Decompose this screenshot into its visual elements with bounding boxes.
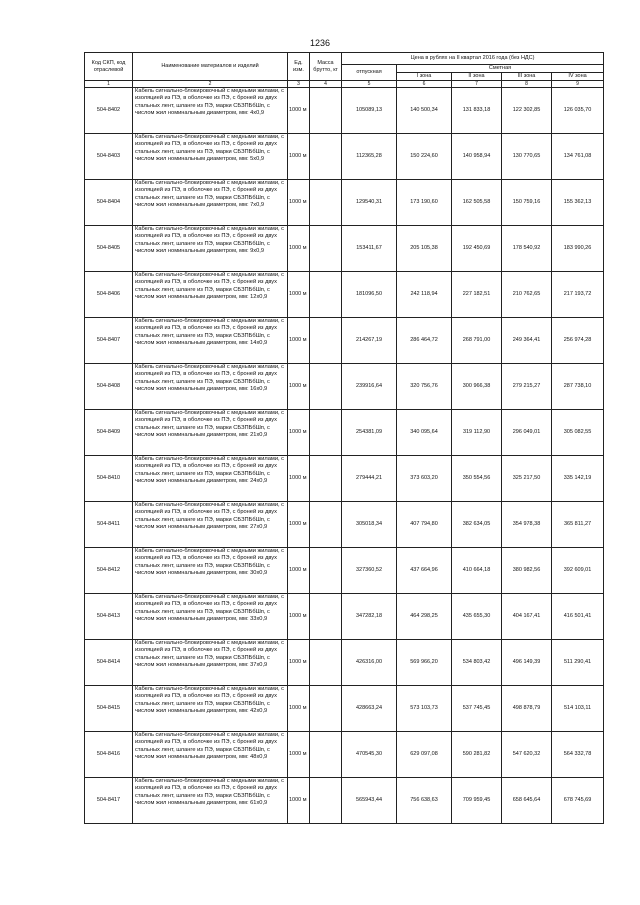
item-name: Кабель сигнально-блокировочный с медными жилами, с изоляцией из ПЭ, в оболочке из ПЭ, с броней из двух стальных лент, шланге из ПЭ, марки СБЗПБбШп, с числом жил номинальным диаметром, мм: 37х0,9	[133, 640, 288, 686]
zone2-price: 350 554,56	[452, 456, 502, 502]
release-price: 428663,24	[342, 686, 397, 732]
item-code: 504-8403	[85, 134, 133, 180]
table-row	[85, 778, 604, 824]
header-code: Код СКП, код отраслевой	[85, 53, 133, 81]
item-code: 504-8404	[85, 180, 133, 226]
table-row	[85, 502, 604, 548]
item-mass	[310, 594, 342, 640]
table-row	[85, 134, 604, 180]
release-price: 426316,00	[342, 640, 397, 686]
header-estimate: Сметная	[397, 65, 604, 73]
item-name: Кабель сигнально-блокировочный с медными жилами, с изоляцией из ПЭ, в оболочке из ПЭ, с броней из двух стальных лент, шланге из ПЭ, марки СБЗПБбШп, с числом жил номинальным диаметром, мм: 5х0,9	[133, 134, 288, 180]
item-name: Кабель сигнально-блокировочный с медными жилами, с изоляцией из ПЭ, в оболочке из ПЭ, с броней из двух стальных лент, шланге из ПЭ, марки СБЗПБбШп, с числом жил номинальным диаметром, мм: 27х0,9	[133, 502, 288, 548]
item-name: Кабель сигнально-блокировочный с медными жилами, с изоляцией из ПЭ, в оболочке из ПЭ, с броней из двух стальных лент, шланге из ПЭ, марки СБЗПБбШп, с числом жил номинальным диаметром, мм: 14х0,9	[133, 318, 288, 364]
zone2-price: 709 959,45	[452, 778, 502, 824]
item-name: Кабель сигнально-блокировочный с медными жилами, с изоляцией из ПЭ, в оболочке из ПЭ, с броней из двух стальных лент, шланге из ПЭ, марки СБЗПБбШп, с числом жил номинальным диаметром, мм: 61х0,9	[133, 778, 288, 824]
item-mass	[310, 456, 342, 502]
zone4-price: 155 362,13	[552, 180, 604, 226]
release-price: 305018,34	[342, 502, 397, 548]
item-unit: 1000 м	[288, 778, 310, 824]
release-price: 327360,52	[342, 548, 397, 594]
item-name: Кабель сигнально-блокировочный с медными жилами, с изоляцией из ПЭ, в оболочке из ПЭ, с броней из двух стальных лент, шланге из ПЭ, марки СБЗПБбШп, с числом жил номинальным диаметром, мм: 24х0,9	[133, 456, 288, 502]
zone3-price: 150 759,16	[502, 180, 552, 226]
item-mass	[310, 226, 342, 272]
item-unit: 1000 м	[288, 502, 310, 548]
zone1-price: 173 190,60	[397, 180, 452, 226]
column-number: 2	[133, 81, 288, 88]
item-unit: 1000 м	[288, 180, 310, 226]
item-code: 504-8411	[85, 502, 133, 548]
item-unit: 1000 м	[288, 226, 310, 272]
item-unit: 1000 м	[288, 318, 310, 364]
zone4-price: 126 035,70	[552, 88, 604, 134]
column-number: 7	[452, 81, 502, 88]
item-name: Кабель сигнально-блокировочный с медными жилами, с изоляцией из ПЭ, в оболочке из ПЭ, с броней из двух стальных лент, шланге из ПЭ, марки СБЗПБбШп, с числом жил номинальным диаметром, мм: 16х0,9	[133, 364, 288, 410]
header-zone3: III зона	[502, 73, 552, 81]
item-name: Кабель сигнально-блокировочный с медными жилами, с изоляцией из ПЭ, в оболочке из ПЭ, с броней из двух стальных лент, шланге из ПЭ, марки СБЗПБбШп, с числом жил номинальным диаметром, мм: 9х0,9	[133, 226, 288, 272]
zone4-price: 287 738,10	[552, 364, 604, 410]
item-code: 504-8412	[85, 548, 133, 594]
item-unit: 1000 м	[288, 686, 310, 732]
item-mass	[310, 548, 342, 594]
item-unit: 1000 м	[288, 548, 310, 594]
zone1-price: 629 097,08	[397, 732, 452, 778]
column-number: 9	[552, 81, 604, 88]
zone1-price: 373 603,20	[397, 456, 452, 502]
item-mass	[310, 502, 342, 548]
zone3-price: 380 982,56	[502, 548, 552, 594]
zone3-price: 496 149,39	[502, 640, 552, 686]
item-mass	[310, 732, 342, 778]
header-unit: Ед. изм.	[288, 53, 310, 81]
item-code: 504-8406	[85, 272, 133, 318]
release-price: 181096,50	[342, 272, 397, 318]
item-name: Кабель сигнально-блокировочный с медными жилами, с изоляцией из ПЭ, в оболочке из ПЭ, с броней из двух стальных лент, шланге из ПЭ, марки СБЗПБбШп, с числом жил номинальным диаметром, мм: 48х0,9	[133, 732, 288, 778]
zone3-price: 547 620,32	[502, 732, 552, 778]
zone4-price: 416 501,41	[552, 594, 604, 640]
item-unit: 1000 м	[288, 364, 310, 410]
table-row	[85, 456, 604, 502]
item-mass	[310, 778, 342, 824]
zone3-price: 210 762,65	[502, 272, 552, 318]
zone3-price: 354 978,38	[502, 502, 552, 548]
table-row	[85, 640, 604, 686]
zone1-price: 150 224,60	[397, 134, 452, 180]
item-unit: 1000 м	[288, 594, 310, 640]
release-price: 239916,64	[342, 364, 397, 410]
release-price: 347282,18	[342, 594, 397, 640]
zone2-price: 534 803,42	[452, 640, 502, 686]
item-code: 504-8410	[85, 456, 133, 502]
item-unit: 1000 м	[288, 456, 310, 502]
zone1-price: 140 500,34	[397, 88, 452, 134]
release-price: 112365,28	[342, 134, 397, 180]
release-price: 105089,13	[342, 88, 397, 134]
column-number: 5	[342, 81, 397, 88]
table-row	[85, 318, 604, 364]
zone3-price: 325 217,50	[502, 456, 552, 502]
item-unit: 1000 м	[288, 272, 310, 318]
zone3-price: 404 167,41	[502, 594, 552, 640]
zone4-price: 217 193,72	[552, 272, 604, 318]
zone1-price: 320 756,76	[397, 364, 452, 410]
table-row	[85, 686, 604, 732]
zone1-price: 205 105,38	[397, 226, 452, 272]
item-mass	[310, 640, 342, 686]
release-price: 129540,31	[342, 180, 397, 226]
table-row	[85, 732, 604, 778]
column-number: 3	[288, 81, 310, 88]
table-row	[85, 364, 604, 410]
zone4-price: 564 332,78	[552, 732, 604, 778]
zone4-price: 392 609,01	[552, 548, 604, 594]
zone2-price: 131 833,18	[452, 88, 502, 134]
zone4-price: 134 761,08	[552, 134, 604, 180]
zone1-price: 437 664,96	[397, 548, 452, 594]
release-price: 254381,09	[342, 410, 397, 456]
item-name: Кабель сигнально-блокировочный с медными жилами, с изоляцией из ПЭ, в оболочке из ПЭ, с броней из двух стальных лент, шланге из ПЭ, марки СБЗПБбШп, с числом жил номинальным диаметром, мм: 7х0,9	[133, 180, 288, 226]
item-name: Кабель сигнально-блокировочный с медными жилами, с изоляцией из ПЭ, в оболочке из ПЭ, с броней из двух стальных лент, шланге из ПЭ, марки СБЗПБбШп, с числом жил номинальным диаметром, мм: 4х0,9	[133, 88, 288, 134]
item-code: 504-8408	[85, 364, 133, 410]
table-row	[85, 272, 604, 318]
release-price: 214267,19	[342, 318, 397, 364]
zone2-price: 162 505,58	[452, 180, 502, 226]
header-release: отпускная	[342, 65, 397, 81]
zone4-price: 305 082,55	[552, 410, 604, 456]
column-number: 1	[85, 81, 133, 88]
zone2-price: 435 655,30	[452, 594, 502, 640]
zone3-price: 279 215,27	[502, 364, 552, 410]
zone3-price: 249 364,41	[502, 318, 552, 364]
zone4-price: 514 103,11	[552, 686, 604, 732]
item-mass	[310, 180, 342, 226]
item-name: Кабель сигнально-блокировочный с медными жилами, с изоляцией из ПЭ, в оболочке из ПЭ, с броней из двух стальных лент, шланге из ПЭ, марки СБЗПБбШп, с числом жил номинальным диаметром, мм: 21х0,9	[133, 410, 288, 456]
zone3-price: 658 645,64	[502, 778, 552, 824]
item-mass	[310, 410, 342, 456]
zone2-price: 268 791,00	[452, 318, 502, 364]
zone1-price: 242 118,94	[397, 272, 452, 318]
item-code: 504-8417	[85, 778, 133, 824]
table-row	[85, 548, 604, 594]
zone3-price: 130 770,65	[502, 134, 552, 180]
release-price: 565943,44	[342, 778, 397, 824]
item-unit: 1000 м	[288, 410, 310, 456]
release-price: 153411,67	[342, 226, 397, 272]
item-name: Кабель сигнально-блокировочный с медными жилами, с изоляцией из ПЭ, в оболочке из ПЭ, с броней из двух стальных лент, шланге из ПЭ, марки СБЗПБбШп, с числом жил номинальным диаметром, мм: 30х0,9	[133, 548, 288, 594]
item-code: 504-8405	[85, 226, 133, 272]
zone3-price: 296 049,01	[502, 410, 552, 456]
zone2-price: 227 182,51	[452, 272, 502, 318]
zone1-price: 464 298,25	[397, 594, 452, 640]
zone3-price: 122 302,85	[502, 88, 552, 134]
zone2-price: 319 112,90	[452, 410, 502, 456]
zone4-price: 183 990,26	[552, 226, 604, 272]
item-mass	[310, 686, 342, 732]
item-name: Кабель сигнально-блокировочный с медными жилами, с изоляцией из ПЭ, в оболочке из ПЭ, с броней из двух стальных лент, шланге из ПЭ, марки СБЗПБбШп, с числом жил номинальным диаметром, мм: 12х0,9	[133, 272, 288, 318]
header-price-group: Цена в рублях на II квартал 2016 года (без НДС)	[342, 53, 604, 65]
item-name: Кабель сигнально-блокировочный с медными жилами, с изоляцией из ПЭ, в оболочке из ПЭ, с броней из двух стальных лент, шланге из ПЭ, марки СБЗПБбШп, с числом жил номинальным диаметром, мм: 33х0,9	[133, 594, 288, 640]
zone4-price: 256 974,28	[552, 318, 604, 364]
zone1-price: 573 103,73	[397, 686, 452, 732]
item-mass	[310, 134, 342, 180]
item-mass	[310, 272, 342, 318]
release-price: 470545,30	[342, 732, 397, 778]
zone3-price: 178 540,92	[502, 226, 552, 272]
table-row	[85, 180, 604, 226]
item-unit: 1000 м	[288, 640, 310, 686]
header-zone2: II зона	[452, 73, 502, 81]
zone4-price: 511 290,41	[552, 640, 604, 686]
header-name: Наименование материалов и изделий	[133, 53, 288, 81]
column-number: 4	[310, 81, 342, 88]
item-mass	[310, 364, 342, 410]
zone1-price: 756 638,63	[397, 778, 452, 824]
zone2-price: 410 664,18	[452, 548, 502, 594]
zone1-price: 569 966,20	[397, 640, 452, 686]
zone4-price: 678 745,69	[552, 778, 604, 824]
item-code: 504-8414	[85, 640, 133, 686]
zone2-price: 300 966,38	[452, 364, 502, 410]
header-zone4: IV зона	[552, 73, 604, 81]
zone1-price: 340 095,64	[397, 410, 452, 456]
zone4-price: 335 142,19	[552, 456, 604, 502]
item-code: 504-8407	[85, 318, 133, 364]
table-row	[85, 410, 604, 456]
table-row	[85, 88, 604, 134]
table-body	[85, 88, 604, 824]
zone1-price: 286 464,72	[397, 318, 452, 364]
item-code: 504-8402	[85, 88, 133, 134]
item-unit: 1000 м	[288, 134, 310, 180]
table-row	[85, 226, 604, 272]
price-table	[84, 52, 604, 824]
header-mass: Масса брутто, кг	[310, 53, 342, 81]
zone2-price: 140 958,94	[452, 134, 502, 180]
item-mass	[310, 318, 342, 364]
item-unit: 1000 м	[288, 88, 310, 134]
zone1-price: 407 794,80	[397, 502, 452, 548]
zone2-price: 192 450,69	[452, 226, 502, 272]
zone2-price: 590 281,82	[452, 732, 502, 778]
item-name: Кабель сигнально-блокировочный с медными жилами, с изоляцией из ПЭ, в оболочке из ПЭ, с броней из двух стальных лент, шланге из ПЭ, марки СБЗПБбШп, с числом жил номинальным диаметром, мм: 42х0,9	[133, 686, 288, 732]
table-header	[85, 53, 604, 88]
item-unit: 1000 м	[288, 732, 310, 778]
item-code: 504-8413	[85, 594, 133, 640]
column-number: 6	[397, 81, 452, 88]
column-number: 8	[502, 81, 552, 88]
item-code: 504-8416	[85, 732, 133, 778]
item-code: 504-8409	[85, 410, 133, 456]
column-number-row	[85, 81, 604, 88]
zone3-price: 498 878,79	[502, 686, 552, 732]
release-price: 279444,21	[342, 456, 397, 502]
zone4-price: 365 811,27	[552, 502, 604, 548]
item-mass	[310, 88, 342, 134]
header-zone1: I зона	[397, 73, 452, 81]
table-row	[85, 594, 604, 640]
zone2-price: 537 745,45	[452, 686, 502, 732]
item-code: 504-8415	[85, 686, 133, 732]
zone2-price: 382 634,05	[452, 502, 502, 548]
page-number: 1236	[309, 38, 331, 48]
